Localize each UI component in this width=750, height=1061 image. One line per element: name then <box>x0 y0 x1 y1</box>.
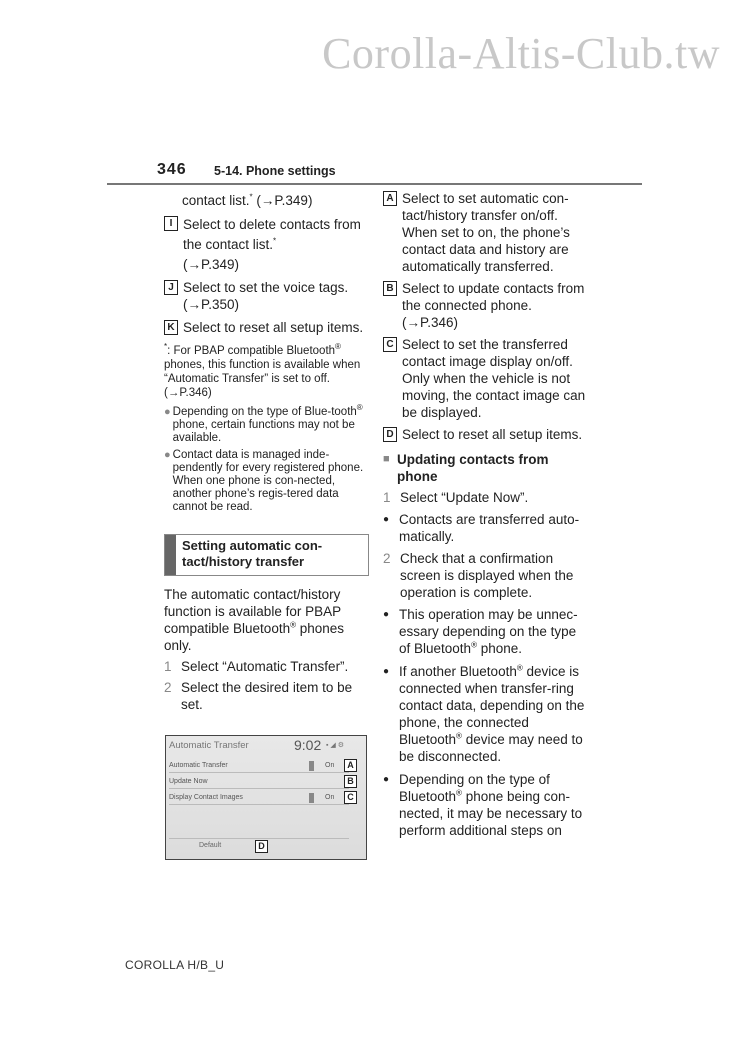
callout-b: B <box>344 775 357 788</box>
item-j-ref: (→P.350) <box>183 297 240 312</box>
key-k: K <box>164 320 178 335</box>
toggle-state: On <box>325 794 335 801</box>
item-d-text: Select to reset all setup items. <box>402 427 583 442</box>
screen-title: Automatic Transfer <box>169 740 249 751</box>
toggle-state: On <box>325 762 335 769</box>
row-label: Update Now <box>169 778 208 785</box>
right-bullet-4 <box>383 771 588 839</box>
item-j-text <box>183 279 369 313</box>
reg-mark: ® <box>335 342 341 352</box>
footer-model: COROLLA H/B_U <box>125 958 225 972</box>
callout-a: A <box>344 759 357 772</box>
intro-paragraph <box>164 586 369 654</box>
section-heading-bar <box>165 535 176 575</box>
key-j: J <box>164 280 178 295</box>
item-j <box>164 279 369 313</box>
status-icons: ▪ ◢ ⚙ <box>326 742 345 749</box>
bullet-text-b: phone being con-nected, it may be necessary to perform additional steps on <box>399 789 583 838</box>
asterisk: * <box>273 236 277 246</box>
bullet-text <box>399 606 588 657</box>
toggle-indicator <box>309 761 314 771</box>
header-rule <box>107 183 642 185</box>
row-label: Automatic Transfer <box>169 762 228 769</box>
item-k-text: Select to reset all setup items. <box>183 320 364 335</box>
bullet-text-b: device is connected when transfer-ring contact data, depending on the phone, the connected Bluetooth <box>399 664 585 747</box>
bullet-text-c: device may need to be disconnected. <box>399 732 583 764</box>
reg-mark: ® <box>356 403 363 413</box>
item-i <box>164 215 369 275</box>
toggle-indicator <box>309 793 314 803</box>
square-bullet-icon: ■ <box>383 453 390 465</box>
bullet-dot-icon: ● <box>383 514 390 525</box>
item-i-ref: (→P.349) <box>183 257 240 272</box>
item-k <box>164 319 369 336</box>
step-number: 1 <box>383 490 391 505</box>
right-bullet-3 <box>383 663 588 765</box>
footnote-text-b: phones, this function is available when “Automatic Transfer” is set to off. (→P.346) <box>164 359 361 399</box>
bullet-note-1-text <box>172 403 369 445</box>
item-b <box>383 280 588 331</box>
bullet-text <box>399 771 588 839</box>
subheading-text: Updating contacts from phone <box>397 452 549 484</box>
section-title: 5-14. Phone settings <box>214 164 336 178</box>
screen-row-update-now[interactable] <box>169 775 354 789</box>
item-b-text: Select to update contacts from the connected phone. (→P.346) <box>402 281 585 330</box>
footnote-text-a: : For PBAP compatible Bluetooth <box>167 345 336 357</box>
step-number: 2 <box>383 551 391 566</box>
bullet-note-1-b: phone, certain functions may not be available. <box>172 419 355 444</box>
key-a: A <box>383 191 397 206</box>
step-number: 2 <box>164 680 172 695</box>
left-column <box>164 192 369 713</box>
reg-mark: ® <box>456 788 462 798</box>
automatic-transfer-screenshot <box>165 735 367 860</box>
right-bullet-1 <box>383 511 588 545</box>
bullet-note-2 <box>164 449 369 514</box>
continued-ref: (→P.349) <box>252 193 313 208</box>
right-step-2 <box>383 550 588 601</box>
step-text: Select “Update Now”. <box>400 490 529 505</box>
item-a <box>383 190 588 275</box>
footnote-mark: * <box>164 342 168 352</box>
item-j-body: Select to set the voice tags. <box>183 280 349 295</box>
item-c-text: Select to set the transferred contact image display on/off. Only when the vehicle is not moving, the contact image can be displayed. <box>402 337 586 420</box>
bullet-dot-icon: ● <box>164 406 171 418</box>
key-b: B <box>383 281 397 296</box>
step-text: Check that a confirmation screen is displayed when the operation is complete. <box>400 551 574 600</box>
default-button[interactable] <box>169 838 349 853</box>
default-label: Default <box>199 842 222 849</box>
bullet-text-a: If another Bluetooth <box>399 664 517 679</box>
section-heading: Setting automatic con-tact/history transfer <box>181 538 323 569</box>
bullet-text <box>399 663 588 765</box>
bullet-dot-icon: ● <box>383 774 390 785</box>
step-1 <box>164 658 369 675</box>
footnote <box>164 344 369 400</box>
bullet-dot-icon: ● <box>383 666 390 677</box>
bullet-dot-icon: ● <box>164 449 171 461</box>
item-i-text <box>183 215 369 275</box>
right-step-1 <box>383 489 588 506</box>
watermark: Corolla-Altis-Club.tw <box>322 29 720 78</box>
screen-clock: 9:02 <box>294 737 322 753</box>
bullet-text-a: Depending on the type of Bluetooth <box>399 772 550 804</box>
reg-mark: ® <box>516 663 523 673</box>
section-heading-box <box>164 534 369 576</box>
bullet-note-1 <box>164 403 369 445</box>
step-number: 1 <box>164 659 172 674</box>
reg-mark: ® <box>471 640 477 650</box>
reg-mark: ® <box>290 620 296 630</box>
bullet-note-1-a: Depending on the type of Blue-tooth <box>172 406 357 418</box>
item-d <box>383 426 588 443</box>
key-i: I <box>164 216 178 231</box>
asterisk: * <box>249 192 253 202</box>
bullet-dot-icon: ● <box>383 609 390 620</box>
step-text: Select “Automatic Transfer”. <box>181 659 349 674</box>
page-number: 346 <box>157 161 187 178</box>
key-d: D <box>383 427 397 442</box>
item-i-body: Select to delete contacts from the contact list. <box>183 217 361 252</box>
item-a-text: Select to set automatic con-tact/history transfer on/off. When set to on, the phone’s contact data and history are automatically transferred. <box>402 191 570 274</box>
right-bullet-2 <box>383 606 588 657</box>
bullet-text-b: phone. <box>476 641 523 656</box>
step-text: Select the desired item to be set. <box>181 680 353 712</box>
intro-text-b: phones only. <box>164 621 345 653</box>
step-2 <box>164 679 369 713</box>
screen-row-automatic-transfer[interactable] <box>169 759 354 773</box>
key-c: C <box>383 337 397 352</box>
row-label: Display Contact Images <box>169 794 243 801</box>
callout-c: C <box>344 791 357 804</box>
bullet-note-2-text: Contact data is managed inde-pendently for every registered phone. When one phone is con-nected, another phone’s regis-tered data cannot be read. <box>172 449 364 513</box>
intro-text-a: The automatic contact/history function is available for PBAP compatible Bluetooth <box>164 587 341 636</box>
reg-mark: ® <box>456 731 462 741</box>
bullet-text: Contacts are transferred auto-matically. <box>399 512 580 544</box>
bullet-text-a: This operation may be unnec-essary depending on the type of Bluetooth <box>399 607 578 656</box>
item-c <box>383 336 588 421</box>
right-column <box>383 190 588 839</box>
subheading-updating-contacts <box>383 451 588 485</box>
screen-row-display-contact-images[interactable] <box>169 791 354 805</box>
callout-d: D <box>255 840 268 853</box>
continued-text: contact list. <box>182 193 250 208</box>
continued-line <box>164 192 369 209</box>
